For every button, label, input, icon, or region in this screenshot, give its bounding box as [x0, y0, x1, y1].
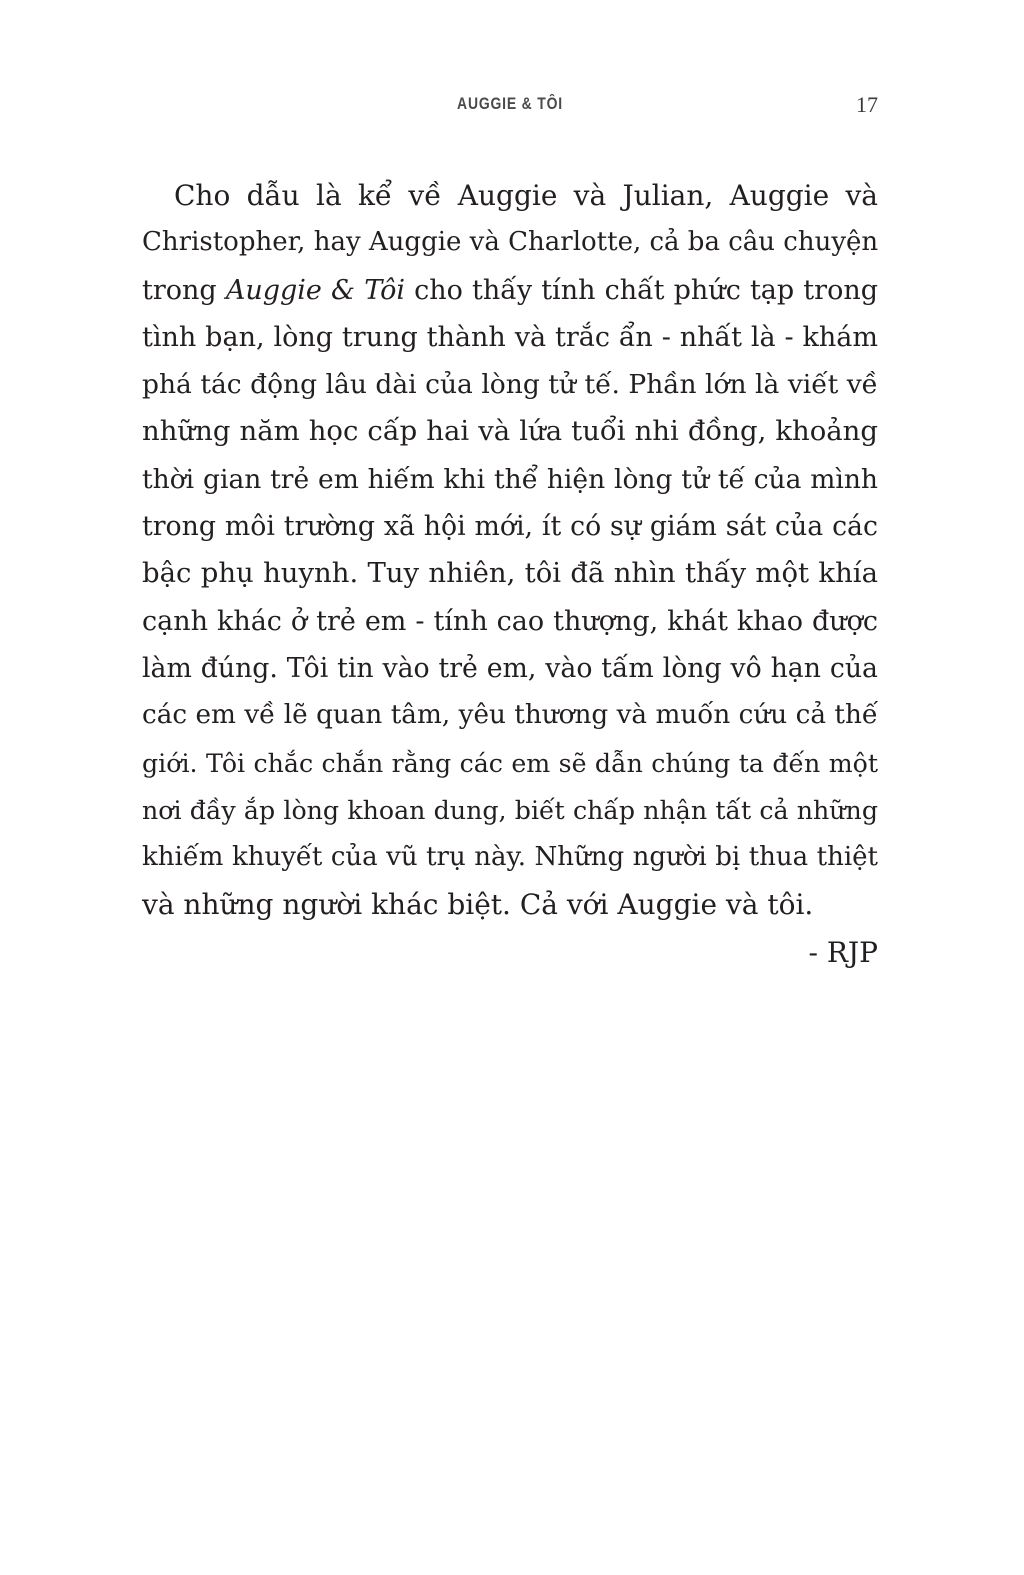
- afterword-paragraph: [142, 172, 878, 976]
- italic-book-title: Auggie & Tôi: [225, 274, 405, 306]
- text-line: làm đúng. Tôi tin vào trẻ em, vào tấm lòng vô hạn của: [142, 652, 878, 684]
- text-line: tình bạn, lòng trung thành và trắc ẩn - nhất là - khám: [142, 321, 878, 353]
- text-line-with-title: [142, 267, 878, 314]
- author-signature: - RJP: [808, 935, 878, 969]
- running-head: [142, 94, 878, 124]
- text-line: cạnh khác ở trẻ em - tính cao thượng, khát khao được: [142, 605, 878, 637]
- text-line: và những người khác biệt. Cả với Auggie và tôi.: [142, 888, 814, 922]
- text-line: thời gian trẻ em hiếm khi thể hiện lòng tử tế của mình: [142, 463, 878, 495]
- text-line: những năm học cấp hai và lứa tuổi nhi đồng, khoảng: [142, 415, 878, 448]
- text-line: các em về lẽ quan tâm, yêu thương và muốn cứu cả thế: [142, 700, 878, 731]
- text-line: phá tác động lâu dài của lòng tử tế. Phần lớn là viết về: [142, 369, 878, 401]
- text-line: giới. Tôi chắc chắn rằng các em sẽ dẫn chúng ta đến một: [142, 748, 878, 778]
- running-head-book-title: AUGGIE & TÔI: [457, 94, 563, 113]
- text-line: nơi đầy ắp lòng khoan dung, biết chấp nhận tất cả những: [142, 795, 878, 825]
- text-line: Cho dẫu là kể về Auggie và Julian, Auggie và: [174, 179, 878, 212]
- text-line: bậc phụ huynh. Tuy nhiên, tôi đã nhìn thấy một khía: [142, 557, 878, 590]
- text-fragment: cho thấy tính chất phức tạp trong: [414, 274, 878, 306]
- text-line: Christopher, hay Auggie và Charlotte, cả ba câu chuyện: [142, 227, 879, 258]
- page-number: 17: [856, 92, 878, 117]
- text-fragment: trong: [142, 274, 226, 306]
- text-line: trong môi trường xã hội mới, ít có sự giám sát của các: [142, 511, 878, 543]
- text-line: khiếm khuyết của vũ trụ này. Những người bị thua thiệt: [142, 842, 878, 873]
